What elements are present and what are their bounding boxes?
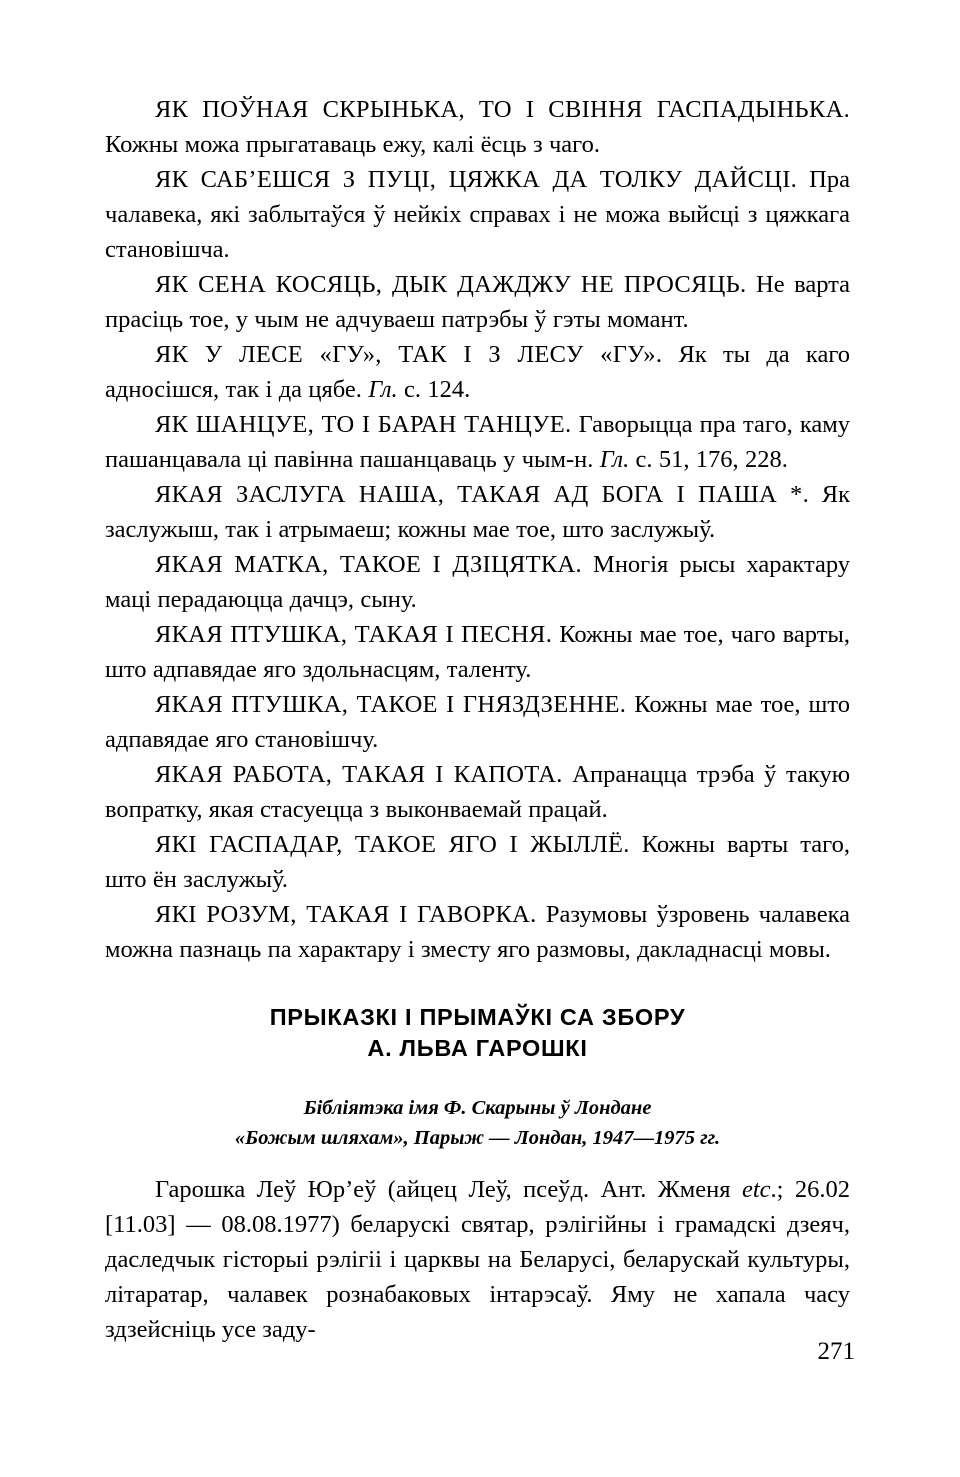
proverb-gloss: Апранацца трэба ў такую вопратку, якая стасуецца з выконваемай працай. bbox=[105, 761, 850, 823]
proverb-entry bbox=[105, 827, 850, 897]
proverb-headword: ЯКАЯ РАБОТА, ТАКАЯ І КАПОТА. bbox=[155, 761, 563, 788]
proverb-gloss: Кожны мае тое, чаго варты, што адпавядае яго здольнасцям, таленту. bbox=[105, 621, 850, 683]
section-subtitle bbox=[105, 1093, 850, 1153]
proverb-headword: ЯКАЯ ПТУШКА, ТАКАЯ І ПЕСНЯ. bbox=[155, 621, 553, 648]
proverb-gloss: Разумовы ўзровень чалавека можна пазнаць па характару і зместу яго размовы, дакладнасці мовы. bbox=[105, 901, 850, 963]
proverb-entry bbox=[105, 162, 850, 267]
proverb-headword: ЯКІ РОЗУМ, ТАКАЯ І ГАВОРКА. bbox=[155, 901, 537, 928]
cross-reference-pages: с. 51, 176, 228. bbox=[635, 446, 788, 473]
proverb-entry bbox=[105, 897, 850, 967]
proverb-entry bbox=[105, 407, 850, 477]
proverb-gloss: Кожны мае тое, што адпавядае яго становішчу. bbox=[105, 691, 850, 753]
proverb-headword: ЯК ПОЎНАЯ СКРЫНЬКА, ТО І СВІННЯ ГАСПАДЫНЬКА. bbox=[155, 96, 850, 123]
proverb-headword: ЯКАЯ МАТКА, ТАКОЕ І ДЗІЦЯТКА. bbox=[155, 551, 582, 578]
proverb-headword: ЯКІ ГАСПАДАР, ТАКОЕ ЯГО І ЖЫЛЛЁ. bbox=[155, 831, 630, 858]
biography-etc-abbrev: etc bbox=[741, 1176, 771, 1203]
proverb-gloss: Пра чалавека, які заблытаўся ў нейкіх справах і не можа выйсці з цяжкага становішча. bbox=[105, 166, 850, 263]
proverb-gloss: Як заслужыш, так і атрымаеш; кожны мае тое, што заслужыў. bbox=[105, 481, 850, 543]
proverb-headword: ЯК У ЛЕСЕ «ГУ», ТАК І З ЛЕСУ «ГУ». bbox=[155, 341, 663, 368]
proverb-gloss: Не варта прасіць тое, у чым не адчуваеш патрэбы ў гэты момант. bbox=[105, 271, 851, 333]
proverb-gloss: Гаворыцца пра таго, каму пашанцавала ці павінна пашанцаваць у чым-н. bbox=[105, 411, 851, 473]
proverb-headword: ЯК СЕНА КОСЯЦЬ, ДЫК ДАЖДЖУ НЕ ПРОСЯЦЬ. bbox=[155, 271, 747, 298]
proverb-headword: ЯКАЯ ПТУШКА, ТАКОЕ І ГНЯЗДЗЕННЕ. bbox=[155, 691, 627, 718]
biography-lead-name: Гарошка Леў Юр’еў (айцец Леў, псеўд. Ант. Жменя bbox=[155, 1176, 731, 1203]
section-heading-line-1: ПРЫКАЗКІ І ПРЫМАЎКІ СА ЗБОРУ bbox=[269, 1004, 686, 1030]
biography-tail-text: .; 26.02 [11.03] — 08.08.1977) беларускі святар, рэлігійны і грамадскі дзеяч, даследчык гісторыі рэлігіі і царквы на Беларусі, беларускай культуры, літаратар, чалавек рознабаковых інтарэсаў. Яму не хапала часу здзейсніць усе заду- bbox=[105, 1176, 851, 1343]
section-subtitle-line-1: Бібліятэка імя Ф. Скарыны ў Лондане bbox=[303, 1097, 652, 1119]
proverb-entries-column bbox=[105, 92, 850, 967]
page-number: 271 bbox=[817, 1338, 855, 1365]
proverb-gloss: Кожны варты таго, што ён заслужыў. bbox=[105, 831, 850, 893]
proverb-entry bbox=[105, 267, 850, 337]
cross-reference-pages: с. 124. bbox=[404, 376, 471, 403]
section-heading-line-2: А. ЛЬВА ГАРОШКІ bbox=[367, 1035, 588, 1061]
proverb-entry bbox=[105, 687, 850, 757]
cross-reference-marker: Гл. bbox=[368, 376, 398, 403]
proverb-entry bbox=[105, 477, 850, 547]
proverb-gloss: Як ты да каго адносішся, так і да цябе. bbox=[105, 341, 851, 403]
proverb-headword: ЯК САБ’ЕШСЯ З ПУЦІ, ЦЯЖКА ДА ТОЛКУ ДАЙСЦІ. bbox=[155, 166, 798, 193]
proverb-entry bbox=[105, 337, 850, 407]
proverb-entry bbox=[105, 92, 850, 162]
section-subtitle-line-2: «Божым шляхам», Парыж — Лондан, 1947—1975 гг. bbox=[234, 1127, 721, 1149]
cross-reference-marker: Гл. bbox=[599, 446, 630, 473]
biography-paragraph bbox=[105, 1172, 850, 1347]
proverb-gloss: Кожны можа прыгатаваць ежу, калі ёсць з чаго. bbox=[105, 131, 600, 158]
proverb-headword: ЯК ШАНЦУЕ, ТО І БАРАН ТАНЦУЕ. bbox=[155, 411, 572, 438]
section-heading bbox=[105, 1002, 850, 1064]
proverb-entry bbox=[105, 617, 850, 687]
proverb-entry bbox=[105, 757, 850, 827]
proverb-gloss: Многія рысы характару маці перадаюцца дачцэ, сыну. bbox=[105, 551, 851, 613]
proverb-entry bbox=[105, 547, 850, 617]
proverb-headword: ЯКАЯ ЗАСЛУГА НАША, ТАКАЯ АД БОГА І ПАША *. bbox=[155, 481, 810, 508]
